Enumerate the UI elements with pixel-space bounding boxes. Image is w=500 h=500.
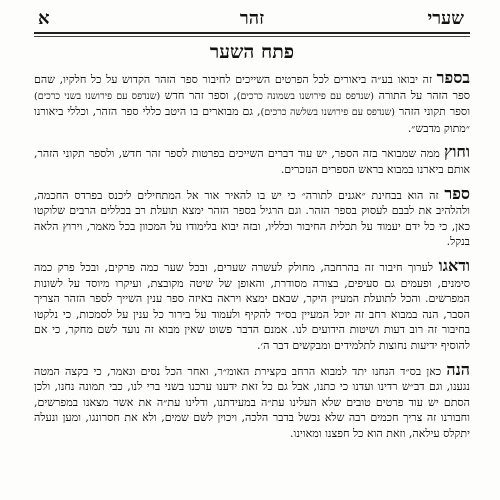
paragraph-text: וספר תקוני הזהר bbox=[394, 105, 471, 119]
paragraph bbox=[34, 183, 470, 250]
page-title: פתח השער bbox=[209, 41, 295, 63]
header-book-name: זהר bbox=[239, 8, 265, 29]
paragraph bbox=[34, 359, 470, 442]
paragraph-text: זה יבואו בע״ה ביאורים לכל הפרטים השייכים לחיבור ספר הזהר הקדוש על כל חלקיו, שהם ספר הזהר על התורה bbox=[34, 73, 470, 102]
paragraph bbox=[34, 144, 470, 177]
header-rule bbox=[34, 32, 470, 34]
paragraph-text: ממה שמבואר בזה הספר, יש עוד דברים השייכים בפרטות לספר זהר חדש, ולספר תקוני הזהר, אותם ביארנו במבוא בראש הספרים הנזכרים. bbox=[34, 147, 470, 176]
paragraph-opening-word: ודאגו bbox=[438, 255, 470, 275]
paragraph-text: כאן בס״ד הנחנו יתד למבוא הרחב בקצירת האומ״ר, ואחר הכל נסים ונאמר, כי בקצה המטה נגענו, וגם דב״ש רדינו ועדנו כי כתנו, אבל גם כל זאת ידענו ערכנו בשני ברי לנו, כבי תמונה נחנו, ולכן הסתם יש עוד פרטים טובים שלא העלינו עת״ה במעידתנו, ודלינו עת״ה את אשר מצאנו במפרשים, וחבורנו זה צריך חכמים רבה שלא נכשל בדבר הלכה, ויכוין לשם שמים, ולא את חסרונגו, ומען ונעלה יתקלס עילאה, וזאת הוא כל חפצנו ומאוינו. bbox=[34, 364, 470, 440]
paragraph-opening-word: בספר bbox=[436, 68, 470, 87]
document-body bbox=[34, 70, 470, 441]
paragraph bbox=[34, 255, 470, 354]
header-page-number: א bbox=[38, 8, 50, 29]
parenthetical-note: (שנדפס עם פירושנו בשני כרכים) bbox=[34, 90, 161, 102]
paragraph-text: זה הוא בבחינת ״אגנים לתורה״ כי יש בו להאיר אור אל המתחילים ליכנס בפרדס החכמה, ולהלהיב את לבבם לעסוק בספר הזהר. וגם הרגיל בספר הזהר ימצא תועלת רב בכללים הרבים שלוקטו כאן, כי כל ידם יעמוד על תכלית החיבור וכלליו, ובזה יבוא בלימודו על המכוון בכל מאמר, וירוץ הלאה בנקל. bbox=[34, 188, 470, 249]
header-rule-thin bbox=[34, 36, 470, 37]
parenthetical-note: (שנדפס עם פירושנו בשמונה כרכים) bbox=[236, 90, 374, 102]
header-section-name: שערי bbox=[427, 8, 464, 29]
paragraph-text: לערוך חיבור זה בהרחבה, מחולק לעשרה שערים, ובכל שער כמה פרקים, ובכל פרק כמה סימנים, ופעמים גם סעיפים, בצורה מסודרת, והאופן של שיטה מקובצת, ועיקרו מיוסד על לשונות המפרשים. והכל לתועלת המעיין היקר, שבאם ימצא ויראה באיזה ספר ענין השייך לספר הזהר הצריך הסבר, הנה במבוא רחב זה יוכל המעיין בס״ד להקיף ולעמוד על בירור כל ענין על לסמכות, כי נלקטו בחיבור זה רוב דעות ושיטות הידועים לנו. אמנם הדבר פשוט שאין מבוא זה נועד לשם מחקר, כי אם להוסיף ידיעות נחוצות לתלמידים ומבקשים דבר ה׳. bbox=[34, 260, 470, 352]
paragraph-text: , וספר זהר חדש bbox=[160, 88, 237, 102]
paragraph-opening-word: הנה bbox=[446, 359, 470, 379]
paragraph-opening-word: ספר bbox=[444, 183, 470, 203]
paragraph bbox=[34, 70, 470, 136]
paragraph-opening-word: וחוץ bbox=[444, 142, 470, 162]
parenthetical-note: (שנדפס עם פירושנו בשלשה כרכים) bbox=[260, 107, 395, 119]
running-header bbox=[34, 6, 470, 32]
paragraph-text: , גם מבוארים בו היטב כללי ספר הזהר, וכללי ביאורנו ״מתוק מדבש״. bbox=[34, 105, 470, 135]
